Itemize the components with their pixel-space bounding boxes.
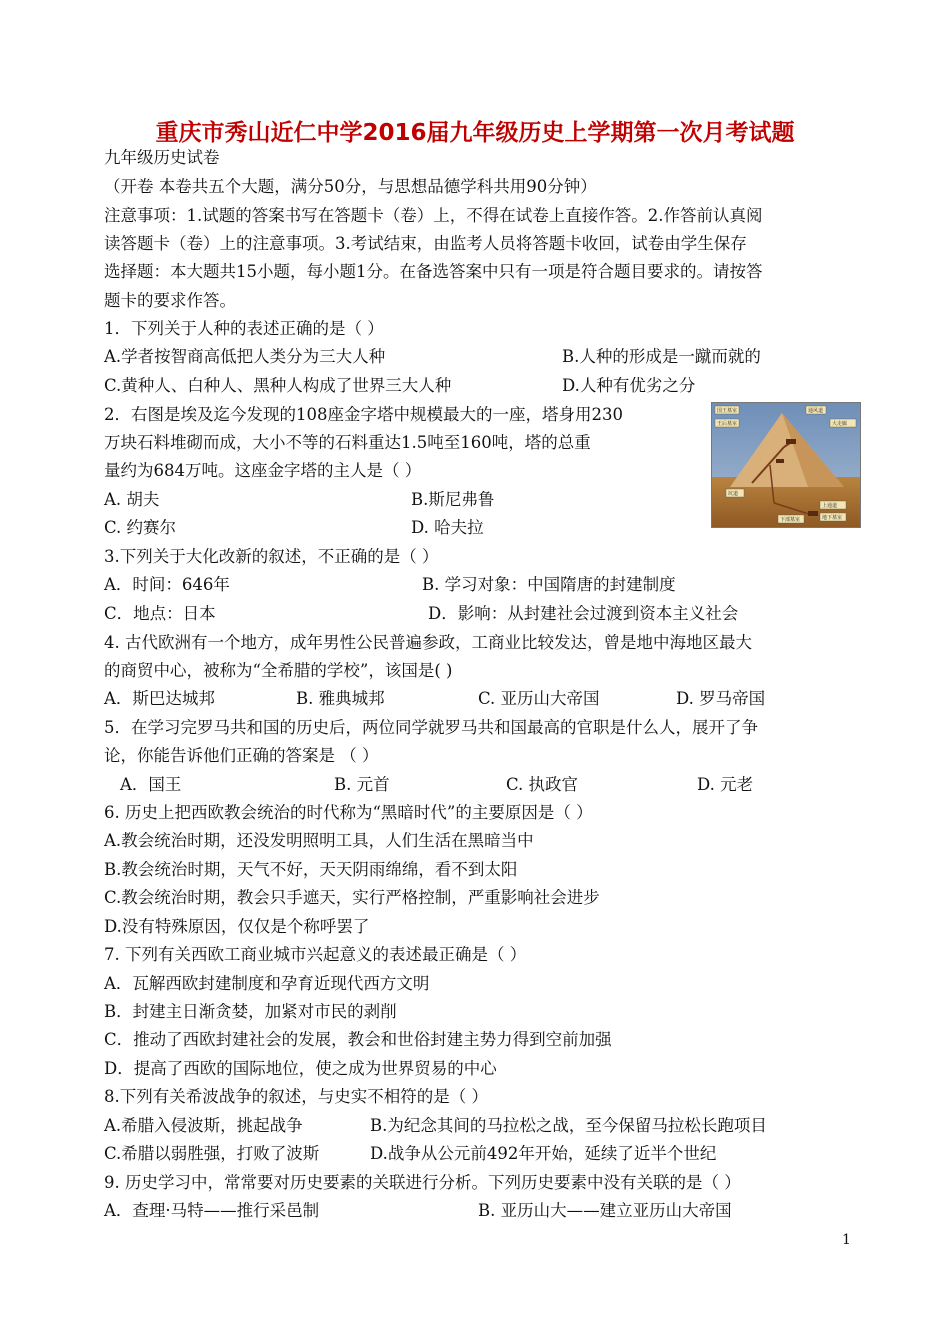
q6-option-a: A.教会统治时期，还没发明照明工具，人们生活在黑暗当中	[104, 831, 534, 850]
figure-label-lower-chamber: 下部墓室	[780, 517, 801, 523]
q7-option-a: A．瓦解西欧封建制度和孕育近现代西方文明	[104, 974, 430, 993]
q1-option-b: B.人种的形成是一蹴而就的	[562, 347, 761, 366]
q3-option-a: A．时间：646年	[104, 575, 230, 594]
q1-option-c: C.黄种人、白种人、黑种人构成了世界三大人种	[104, 376, 452, 395]
figure-label-grand-gallery: 大走廊	[832, 421, 848, 427]
page-number: 1	[842, 1232, 851, 1248]
q3-option-d: D．影响：从封建社会过渡到资本主义社会	[428, 604, 739, 623]
q1-stem: 1．下列关于人种的表述正确的是（ ）	[104, 319, 384, 338]
q6-option-d: D.没有特殊原因，仅仅是个称呼罢了	[104, 917, 370, 936]
q2-option-a: A. 胡夫	[104, 490, 160, 509]
section-line-1: 选择题：本大题共15小题，每小题1分。在备选答案中只有一项是符合题目要求的。请按答	[104, 262, 763, 281]
q6-stem: 6. 历史上把西欧教会统治的时代称为“黑暗时代”的主要原因是（ ）	[104, 803, 593, 822]
q1-option-a: A.学者按智商高低把人类分为三大人种	[104, 347, 386, 366]
q3-option-b: B. 学习对象：中国隋唐的封建制度	[422, 575, 676, 594]
q7-option-b: B．封建主日渐贪婪，加紧对市民的剥削	[104, 1002, 397, 1021]
figure-label-upper-passage: 上通道	[822, 503, 838, 509]
q2-stem-2: 万块石料堆砌而成，大小不等的石料重达1.5吨至160吨，塔的总重	[104, 433, 591, 452]
q2-stem-3: 量约为684万吨。这座金字塔的主人是（ ）	[104, 461, 422, 480]
q2-option-c: C. 约赛尔	[104, 518, 177, 537]
figure-label-underground-chamber: 地下墓室	[822, 515, 843, 521]
q4-option-a: A．斯巴达城邦	[104, 689, 215, 708]
q4-option-d: D. 罗马帝国	[676, 689, 766, 708]
q4-stem-2: 的商贸中心，被称为“全希腊的学校”，该国是( )	[104, 661, 453, 680]
q8-stem: 8.下列有关希波战争的叙述，与史实不相符的是（ ）	[104, 1087, 488, 1106]
q8-option-d: D.战争从公元前492年开始，延续了近半个世纪	[370, 1144, 717, 1163]
q3-stem: 3.下列关于大化改新的叙述，不正确的是（ ）	[104, 547, 439, 566]
q5-option-d: D. 元老	[697, 775, 754, 794]
q8-option-a: A.希腊入侵波斯，挑起战争	[104, 1116, 303, 1135]
page-title: 重庆市秀山近仁中学2016届九年级历史上学期第一次月考试题	[155, 120, 795, 146]
q5-option-c: C. 执政官	[506, 775, 579, 794]
subtitle: 九年级历史试卷	[104, 148, 220, 167]
q7-option-c: C．推动了西欧封建社会的发展，教会和世俗封建主势力得到空前加强	[104, 1030, 612, 1049]
notice-line-2: 读答题卡（卷）上的注意事项。3.考试结束，由监考人员将答题卡收回，试卷由学生保存	[104, 234, 747, 253]
figure-label-king-chamber: 国王墓室	[717, 408, 738, 414]
q8-option-c: C.希腊以弱胜强，打败了波斯	[104, 1144, 320, 1163]
q4-stem-1: 4. 古代欧洲有一个地方，成年男性公民普遍参政，工商业比较发达，曾是地中海地区最大	[104, 633, 752, 652]
q9-option-b: B. 亚历山大——建立亚历山大帝国	[478, 1201, 732, 1220]
q1-option-d: D.人种有优劣之分	[562, 376, 696, 395]
section-line-2: 题卡的要求作答。	[104, 291, 236, 310]
figure-label-air-shaft: 通风道	[808, 408, 824, 414]
q6-option-b: B.教会统治时期，天气不好，天天阴雨绵绵，看不到太阳	[104, 860, 518, 879]
q4-option-c: C. 亚历山大帝国	[478, 689, 600, 708]
notice-line-1: 注意事项：1.试题的答案书写在答题卡（卷）上，不得在试卷上直接作答。2.作答前认真阅	[104, 206, 763, 225]
q7-stem: 7. 下列有关西欧工商业城市兴起意义的表述最正确是（ ）	[104, 945, 527, 964]
q2-stem-1: 2．右图是埃及迄今发现的108座金字塔中规模最大的一座，塔身用230	[104, 405, 623, 424]
q4-option-b: B. 雅典城邦	[296, 689, 385, 708]
figure-label-queen-chamber: 王后墓室	[717, 421, 738, 427]
q9-option-a: A．查理·马特——推行采邑制	[104, 1201, 320, 1220]
figure-label-tunnel: 坑道	[728, 491, 739, 497]
q2-option-b: B.斯尼弗鲁	[411, 490, 495, 509]
q5-stem-2: 论，你能告诉他们正确的答案是 （ ）	[104, 746, 379, 765]
q5-option-b: B. 元首	[334, 775, 390, 794]
q9-stem: 9. 历史学习中，常常要对历史要素的关联进行分析。下列历史要素中没有关联的是（ ）	[104, 1173, 741, 1192]
q7-option-d: D．提高了西欧的国际地位，使之成为世界贸易的中心	[104, 1059, 497, 1078]
q3-option-c: C．地点：日本	[104, 604, 216, 623]
q5-option-a: A．国王	[120, 775, 182, 794]
q8-option-b: B.为纪念其间的马拉松之战，至今保留马拉松长跑项目	[370, 1116, 767, 1135]
pyramid-cross-section-image	[711, 402, 861, 528]
q6-option-c: C.教会统治时期，教会只手遮天，实行严格控制，严重影响社会进步	[104, 888, 600, 907]
exam-note: （开卷 本卷共五个大题，满分50分，与思想品德学科共用90分钟）	[104, 177, 597, 196]
q2-option-d: D. 哈夫拉	[411, 518, 484, 537]
q5-stem-1: 5．在学习完罗马共和国的历史后，两位同学就罗马共和国最高的官职是什么人，展开了争	[104, 718, 758, 737]
